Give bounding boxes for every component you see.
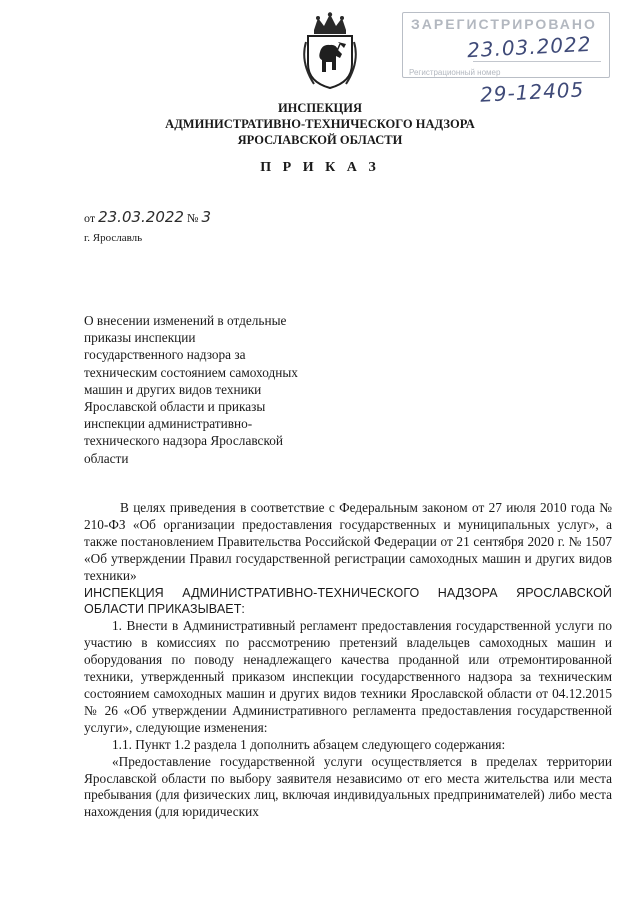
order-number-label: № [186, 211, 199, 225]
subject-line: приказы инспекции [84, 330, 196, 346]
subject-line: технического надзора Ярославской [84, 433, 283, 449]
subject-line: Ярославской области и приказы [84, 399, 266, 415]
subject-line: области [84, 450, 129, 466]
coat-of-arms-icon [300, 12, 360, 90]
stamp-date: 23.03.2022 [466, 31, 593, 63]
order-date-line [84, 208, 211, 226]
body-paragraph-item-1-1: 1.1. Пункт 1.2 раздела 1 дополнить абзацем следующего содержания: [112, 736, 506, 752]
stamp-title: ЗАРЕГИСТРИРОВАНО [411, 16, 597, 32]
org-line-1: ИНСПЕКЦИЯ [277, 101, 363, 115]
subject-line: О внесении изменений в отдельные [84, 313, 287, 328]
registration-stamp [402, 12, 610, 78]
organization-header [0, 100, 640, 148]
stamp-registration-number: 29-12405 [479, 77, 585, 107]
order-city: г. Ярославль [84, 232, 143, 244]
subject-line: инспекции административно- [84, 416, 253, 432]
document-body [84, 500, 612, 821]
body-paragraph-preamble: В целях приведения в соответствие с Федеральным законом от 27 июля 2010 года № 210-ФЗ «Об организации предоставления государственных и муниципальных услуг», а также постановлением Правительства Российской Федерации от 21 сентября 2020 г. № 1507 «Об утверждении Правил государственной регистрации самоходных машин и других видов техники» [84, 500, 612, 583]
document-type-title: П Р И К А З [260, 160, 380, 175]
order-date: 23.03.2022 [98, 208, 184, 226]
order-from-label: от [84, 211, 96, 225]
subject-line: машин и других видов техники [84, 381, 262, 397]
org-line-2: АДМИНИСТРАТИВНО-ТЕХНИЧЕСКОГО НАДЗОРА [165, 117, 475, 131]
org-line-3: ЯРОСЛАВСКОЙ ОБЛАСТИ [237, 133, 403, 147]
subject-line: техническим состоянием самоходных [84, 364, 298, 380]
body-paragraph-quote: «Предоставление государственной услуги осуществляется в пределах территории Ярославской области по выбору заявителя независимо от его места жительства или места пребывания (для физических лиц, включая индивидуальных предпринимателей) либо места нахождения (для юридических [84, 753, 612, 820]
stamp-caption: Регистрационный номер [409, 68, 501, 77]
order-subject [84, 312, 344, 467]
body-paragraph-orders: ИНСПЕКЦИЯ АДМИНИСТРАТИВНО-ТЕХНИЧЕСКОГО НАДЗОРА ЯРОСЛАВСКОЙ ОБЛАСТИ ПРИКАЗЫВАЕТ: [84, 585, 612, 617]
subject-line: государственного надзора за [84, 347, 246, 363]
order-number: 3 [201, 208, 211, 226]
body-paragraph-item-1: 1. Внести в Административный регламент предоставления государственной услуги по участию в комиссиях по рассмотрению претензий владельцев самоходных машин и оборудования по поводу ненадлежащего качества проданной или отремонтированной техники, утвержденный приказом инспекции государственного надзора за техническим состоянием самоходных машин и других видов техники Ярославской области от 04.12.2015 № 26 «Об утверждении Административного регламента предоставления государственной услуги», следующие изменения: [84, 618, 612, 735]
